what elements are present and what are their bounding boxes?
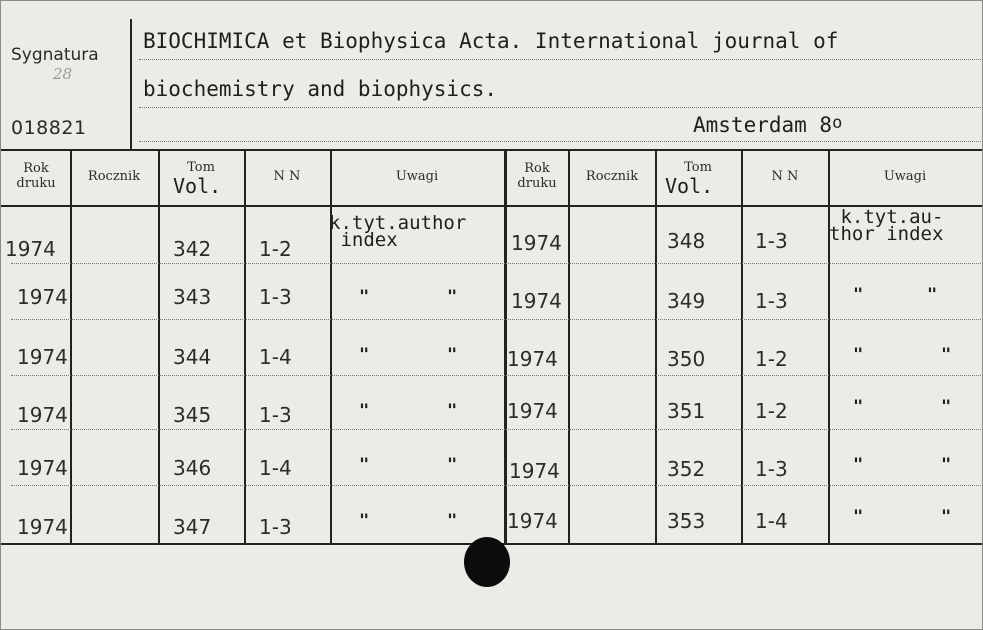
ditto-mark: " [447, 287, 458, 307]
header-rocznik: Rocznik [585, 169, 639, 184]
ditto-mark: " [447, 345, 458, 365]
ditto-mark: " [853, 455, 864, 475]
row-guide-line [11, 375, 981, 376]
rok-cell: 1974 [507, 509, 558, 533]
tom-cell: 346 [173, 456, 212, 480]
nn-cell: 1-3 [755, 229, 788, 253]
tom-cell: 352 [667, 457, 706, 481]
format-superscript: o [832, 113, 843, 133]
ditto-mark: " [447, 511, 458, 531]
header-tom: Tom [684, 160, 712, 175]
place-text: Amsterdam 8 [693, 113, 833, 137]
ditto-mark: " [941, 397, 952, 417]
tom-cell: 347 [173, 515, 212, 539]
header-vol: Vol. [665, 174, 714, 198]
publication-place [693, 113, 842, 137]
sygnatura-divider [130, 19, 132, 149]
ditto-mark: " [359, 345, 370, 365]
nn-cell: 1-3 [259, 515, 292, 539]
sygnatura-label: Sygnatura [11, 45, 99, 65]
title-guide-line [139, 59, 981, 60]
ditto-mark: " [853, 285, 864, 305]
nn-cell: 1-4 [259, 456, 292, 480]
ditto-mark: " [447, 401, 458, 421]
ditto-mark: " [927, 285, 938, 305]
note-line: thor index [829, 223, 944, 245]
header-druku: druku [517, 176, 557, 191]
nn-cell: 1-3 [755, 289, 788, 313]
ditto-mark: " [941, 455, 952, 475]
header-nn: N N [771, 169, 799, 184]
row-guide-line [11, 263, 981, 264]
header-rocznik: Rocznik [87, 169, 141, 184]
header-nn: N N [273, 169, 301, 184]
sygnatura-number: 018821 [11, 117, 87, 139]
header-rok: Rok [524, 161, 550, 176]
nn-cell: 1-4 [755, 509, 788, 533]
uwagi-note [829, 206, 944, 245]
ditto-mark: " [853, 397, 864, 417]
header-vol: Vol. [173, 174, 222, 198]
header-rok-druku [5, 161, 67, 191]
header-druku: druku [16, 176, 56, 191]
nn-cell: 1-2 [259, 237, 292, 261]
rok-cell: 1974 [509, 459, 560, 483]
note-line: k.tyt.author [329, 212, 467, 234]
tom-cell: 342 [173, 237, 212, 261]
header-uwagi: Uwagi [395, 169, 439, 184]
rok-cell: 1974 [17, 285, 68, 309]
tom-cell: 349 [667, 289, 706, 313]
row-guide-line [11, 429, 981, 430]
title-guide-line [139, 107, 981, 108]
header-top-rule [1, 149, 982, 151]
note-line: index [340, 229, 398, 251]
ditto-mark: " [359, 287, 370, 307]
rok-cell: 1974 [511, 289, 562, 313]
tom-cell: 344 [173, 345, 212, 369]
ditto-mark: " [359, 511, 370, 531]
row-guide-line [11, 319, 981, 320]
ditto-mark: " [447, 455, 458, 475]
ditto-mark: " [853, 507, 864, 527]
tom-cell: 351 [667, 399, 706, 423]
nn-cell: 1-2 [755, 347, 788, 371]
uwagi-note [329, 212, 467, 251]
tom-cell: 353 [667, 509, 706, 533]
rok-cell: 1974 [511, 231, 562, 255]
header-tom: Tom [187, 160, 215, 175]
tom-cell: 348 [667, 229, 706, 253]
punch-hole [464, 537, 510, 587]
sygnatura-pencil-note: 28 [53, 65, 73, 83]
title-guide-line [139, 141, 981, 142]
rok-cell: 1974 [507, 399, 558, 423]
header-rok-druku [507, 161, 567, 191]
header-rok: Rok [23, 161, 49, 176]
tom-cell: 345 [173, 403, 212, 427]
nn-cell: 1-3 [755, 457, 788, 481]
ditto-mark: " [941, 345, 952, 365]
ditto-mark: " [941, 507, 952, 527]
nn-cell: 1-4 [259, 345, 292, 369]
rok-cell: 1974 [17, 345, 68, 369]
nn-cell: 1-2 [755, 399, 788, 423]
rok-cell: 1974 [5, 237, 56, 261]
rok-cell: 1974 [507, 347, 558, 371]
ditto-mark: " [853, 345, 864, 365]
row-guide-line [11, 485, 981, 486]
tom-cell: 343 [173, 285, 212, 309]
header-uwagi: Uwagi [883, 169, 927, 184]
title-line-2: biochemistry and biophysics. [143, 77, 498, 101]
ditto-mark: " [359, 401, 370, 421]
rok-cell: 1974 [17, 515, 68, 539]
nn-cell: 1-3 [259, 285, 292, 309]
rok-cell: 1974 [17, 456, 68, 480]
tom-cell: 350 [667, 347, 706, 371]
ditto-mark: " [359, 455, 370, 475]
nn-cell: 1-3 [259, 403, 292, 427]
title-line-1: BIOCHIMICA et Biophysica Acta. International journal of [143, 29, 839, 53]
rok-cell: 1974 [17, 403, 68, 427]
note-line: k.tyt.au- [840, 206, 944, 228]
